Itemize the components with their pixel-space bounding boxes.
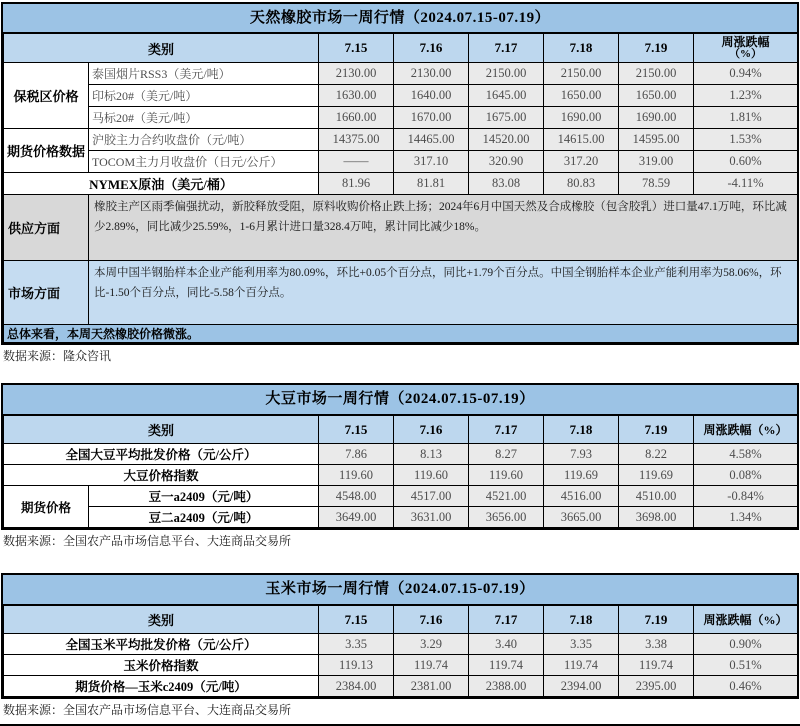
pct-cell: 4.58% bbox=[694, 444, 798, 465]
value-cell: 317.20 bbox=[544, 151, 619, 173]
value-cell: 2150.00 bbox=[619, 63, 694, 85]
date-col-header: 7.17 bbox=[469, 416, 544, 444]
corn-table-title: 玉米市场一周行情（2024.07.15-07.19） bbox=[3, 575, 797, 605]
soybean-table-title: 大豆市场一周行情（2024.07.15-07.19） bbox=[3, 385, 797, 415]
corn-table bbox=[1, 573, 799, 699]
row-label: 期货价格—玉米c2409（元/吨） bbox=[4, 676, 319, 697]
value-cell: 2394.00 bbox=[544, 676, 619, 697]
row-label: 全国玉米平均批发价格（元/公斤） bbox=[4, 634, 319, 655]
value-cell: —— bbox=[319, 151, 394, 173]
value-cell: 1690.00 bbox=[619, 107, 694, 129]
value-cell: 8.13 bbox=[394, 444, 469, 465]
table-row bbox=[4, 85, 798, 107]
category-header: 类别 bbox=[4, 34, 319, 63]
category-header: 类别 bbox=[4, 416, 319, 444]
row-label: 玉米价格指数 bbox=[4, 655, 319, 676]
value-cell: 119.74 bbox=[394, 655, 469, 676]
rubber-table-title: 天然橡胶市场一周行情（2024.07.15-07.19） bbox=[3, 4, 797, 33]
value-cell: 2130.00 bbox=[394, 63, 469, 85]
pct-col-header bbox=[694, 34, 798, 63]
value-cell: 14615.00 bbox=[544, 129, 619, 151]
value-cell: 4548.00 bbox=[319, 486, 394, 507]
value-cell: 4516.00 bbox=[544, 486, 619, 507]
summary-row bbox=[4, 325, 798, 343]
corn-data-source: 数据来源：全国农产品市场信息平台、大连商品交易所 bbox=[3, 703, 292, 717]
value-cell: 319.00 bbox=[619, 151, 694, 173]
value-cell: 81.96 bbox=[319, 173, 394, 195]
pct-cell: 0.08% bbox=[694, 465, 798, 486]
value-cell: 78.59 bbox=[619, 173, 694, 195]
table-row bbox=[4, 151, 798, 173]
value-cell: 119.60 bbox=[319, 465, 394, 486]
market-section-text: 本周中国半钢胎样本企业产能利用率为80.09%，环比+0.05个百分点，同比+1.79个百分点。中国全钢胎样本企业产能利用率为58.06%，环比-1.50个百分点，同比-5.58个百分点。 bbox=[89, 261, 798, 325]
date-col-header: 7.15 bbox=[319, 606, 394, 634]
value-cell: 3.40 bbox=[469, 634, 544, 655]
pct-cell: 1.81% bbox=[694, 107, 798, 129]
pct-cell: 1.34% bbox=[694, 507, 798, 528]
value-cell: 119.69 bbox=[544, 465, 619, 486]
spacer bbox=[0, 366, 800, 383]
row-label: 大豆价格指数 bbox=[4, 465, 319, 486]
pct-cell: 0.51% bbox=[694, 655, 798, 676]
value-cell: 3656.00 bbox=[469, 507, 544, 528]
pct-col-header: 周涨跌幅（%） bbox=[694, 416, 798, 444]
row-label-nymex: NYMEX原油（美元/桶） bbox=[4, 173, 319, 195]
value-cell: 3.35 bbox=[319, 634, 394, 655]
value-cell: 80.83 bbox=[544, 173, 619, 195]
supply-section-row bbox=[4, 195, 798, 261]
value-cell: 3.29 bbox=[394, 634, 469, 655]
pct-cell: 0.94% bbox=[694, 63, 798, 85]
pct-cell: 1.23% bbox=[694, 85, 798, 107]
value-cell: 14520.00 bbox=[469, 129, 544, 151]
market-section-label: 市场方面 bbox=[4, 261, 89, 325]
value-cell: 81.81 bbox=[394, 173, 469, 195]
table-row bbox=[4, 107, 798, 129]
value-cell: 3.38 bbox=[619, 634, 694, 655]
value-cell: 1645.00 bbox=[469, 85, 544, 107]
soybean-table bbox=[1, 383, 799, 530]
date-col-header: 7.18 bbox=[544, 416, 619, 444]
pct-cell: 0.60% bbox=[694, 151, 798, 173]
row-label: 马标20#（美元/吨） bbox=[89, 107, 319, 129]
value-cell: 119.60 bbox=[469, 465, 544, 486]
value-cell: 119.13 bbox=[319, 655, 394, 676]
value-cell: 8.27 bbox=[469, 444, 544, 465]
pct-cell: 1.53% bbox=[694, 129, 798, 151]
table-row bbox=[4, 507, 798, 528]
row-label: 全国大豆平均批发价格（元/公斤） bbox=[4, 444, 319, 465]
market-section-row bbox=[4, 261, 798, 325]
value-cell: 2130.00 bbox=[319, 63, 394, 85]
row-label: 印标20#（美元/吨） bbox=[89, 85, 319, 107]
table-row bbox=[4, 634, 798, 655]
group-label-futures: 期货价格 bbox=[4, 486, 89, 528]
value-cell: 4510.00 bbox=[619, 486, 694, 507]
value-cell: 2384.00 bbox=[319, 676, 394, 697]
group-label-futures-data: 期货价格数据 bbox=[4, 129, 89, 173]
table-row bbox=[4, 465, 798, 486]
table-row bbox=[4, 63, 798, 85]
table-row bbox=[4, 173, 798, 195]
value-cell: 4517.00 bbox=[394, 486, 469, 507]
value-cell: 1660.00 bbox=[319, 107, 394, 129]
value-cell: 83.08 bbox=[469, 173, 544, 195]
date-col-header: 7.19 bbox=[619, 416, 694, 444]
date-col-header: 7.19 bbox=[619, 606, 694, 634]
value-cell: 119.74 bbox=[469, 655, 544, 676]
value-cell: 317.10 bbox=[394, 151, 469, 173]
row-label: 豆一a2409（元/吨） bbox=[89, 486, 319, 507]
spacer bbox=[0, 551, 800, 573]
value-cell: 1650.00 bbox=[619, 85, 694, 107]
header-row bbox=[4, 416, 798, 444]
value-cell: 1670.00 bbox=[394, 107, 469, 129]
corn-price-grid bbox=[3, 605, 798, 697]
date-col-header: 7.17 bbox=[469, 606, 544, 634]
row-label: 豆二a2409（元/吨） bbox=[89, 507, 319, 528]
value-cell: 2150.00 bbox=[469, 63, 544, 85]
value-cell: 3698.00 bbox=[619, 507, 694, 528]
value-cell: 3631.00 bbox=[394, 507, 469, 528]
value-cell: 119.74 bbox=[544, 655, 619, 676]
date-col-header: 7.19 bbox=[619, 34, 694, 63]
pct-cell: 0.46% bbox=[694, 676, 798, 697]
pct-cell: -0.84% bbox=[694, 486, 798, 507]
summary-text: 总体来看，本周天然橡胶价格微涨。 bbox=[4, 325, 798, 343]
value-cell: 2395.00 bbox=[619, 676, 694, 697]
date-col-header: 7.16 bbox=[394, 606, 469, 634]
value-cell: 3665.00 bbox=[544, 507, 619, 528]
value-cell: 14595.00 bbox=[619, 129, 694, 151]
supply-section-label: 供应方面 bbox=[4, 195, 89, 261]
date-col-header: 7.16 bbox=[394, 416, 469, 444]
value-cell: 119.74 bbox=[619, 655, 694, 676]
pct-header-line2: （%） bbox=[729, 48, 763, 60]
table-row bbox=[4, 486, 798, 507]
table-row bbox=[4, 444, 798, 465]
group-label-bonded-zone: 保税区价格 bbox=[4, 63, 89, 129]
value-cell: 8.22 bbox=[619, 444, 694, 465]
value-cell: 7.86 bbox=[319, 444, 394, 465]
category-header: 类别 bbox=[4, 606, 319, 634]
value-cell: 2381.00 bbox=[394, 676, 469, 697]
pct-col-header: 周涨跌幅（%） bbox=[694, 606, 798, 634]
value-cell: 14465.00 bbox=[394, 129, 469, 151]
value-cell: 3649.00 bbox=[319, 507, 394, 528]
date-col-header: 7.18 bbox=[544, 606, 619, 634]
pct-header-line1: 周涨跌幅 bbox=[721, 35, 770, 49]
table-row bbox=[4, 129, 798, 151]
value-cell: 14375.00 bbox=[319, 129, 394, 151]
header-row bbox=[4, 606, 798, 634]
value-cell: 7.93 bbox=[544, 444, 619, 465]
table-row bbox=[4, 655, 798, 676]
value-cell: 1640.00 bbox=[394, 85, 469, 107]
value-cell: 1650.00 bbox=[544, 85, 619, 107]
row-label: 泰国烟片RSS3（美元/吨） bbox=[89, 63, 319, 85]
row-label: TOCOM主力月收盘价（日元/公斤） bbox=[89, 151, 319, 173]
date-col-header: 7.17 bbox=[469, 34, 544, 63]
value-cell: 2150.00 bbox=[544, 63, 619, 85]
value-cell: 2388.00 bbox=[469, 676, 544, 697]
date-col-header: 7.16 bbox=[394, 34, 469, 63]
rubber-table bbox=[1, 2, 799, 345]
value-cell: 119.69 bbox=[619, 465, 694, 486]
table-row bbox=[4, 676, 798, 697]
rubber-price-grid bbox=[3, 33, 798, 343]
date-col-header: 7.18 bbox=[544, 34, 619, 63]
soybean-price-grid bbox=[3, 415, 798, 528]
pct-cell: -4.11% bbox=[694, 173, 798, 195]
value-cell: 4521.00 bbox=[469, 486, 544, 507]
row-label: 沪胶主力合约收盘价（元/吨） bbox=[89, 129, 319, 151]
header-row bbox=[4, 34, 798, 63]
value-cell: 1630.00 bbox=[319, 85, 394, 107]
rubber-data-source: 数据来源：隆众咨讯 bbox=[3, 349, 112, 363]
value-cell: 320.90 bbox=[469, 151, 544, 173]
value-cell: 1690.00 bbox=[544, 107, 619, 129]
soybean-data-source: 数据来源：全国农产品市场信息平台、大连商品交易所 bbox=[3, 534, 292, 548]
value-cell: 119.60 bbox=[394, 465, 469, 486]
supply-section-text: 橡胶主产区雨季偏强扰动，新胶释放受阻，原料收购价格止跌上扬；2024年6月中国天然及合成橡胶（包含胶乳）进口量47.1万吨，环比减少2.89%，同比减少25.59%，1-6月累计进口量328.4万吨，累计同比减少18%。 bbox=[89, 195, 798, 261]
value-cell: 3.35 bbox=[544, 634, 619, 655]
date-col-header: 7.15 bbox=[319, 416, 394, 444]
value-cell: 1675.00 bbox=[469, 107, 544, 129]
date-col-header: 7.15 bbox=[319, 34, 394, 63]
pct-cell: 0.90% bbox=[694, 634, 798, 655]
